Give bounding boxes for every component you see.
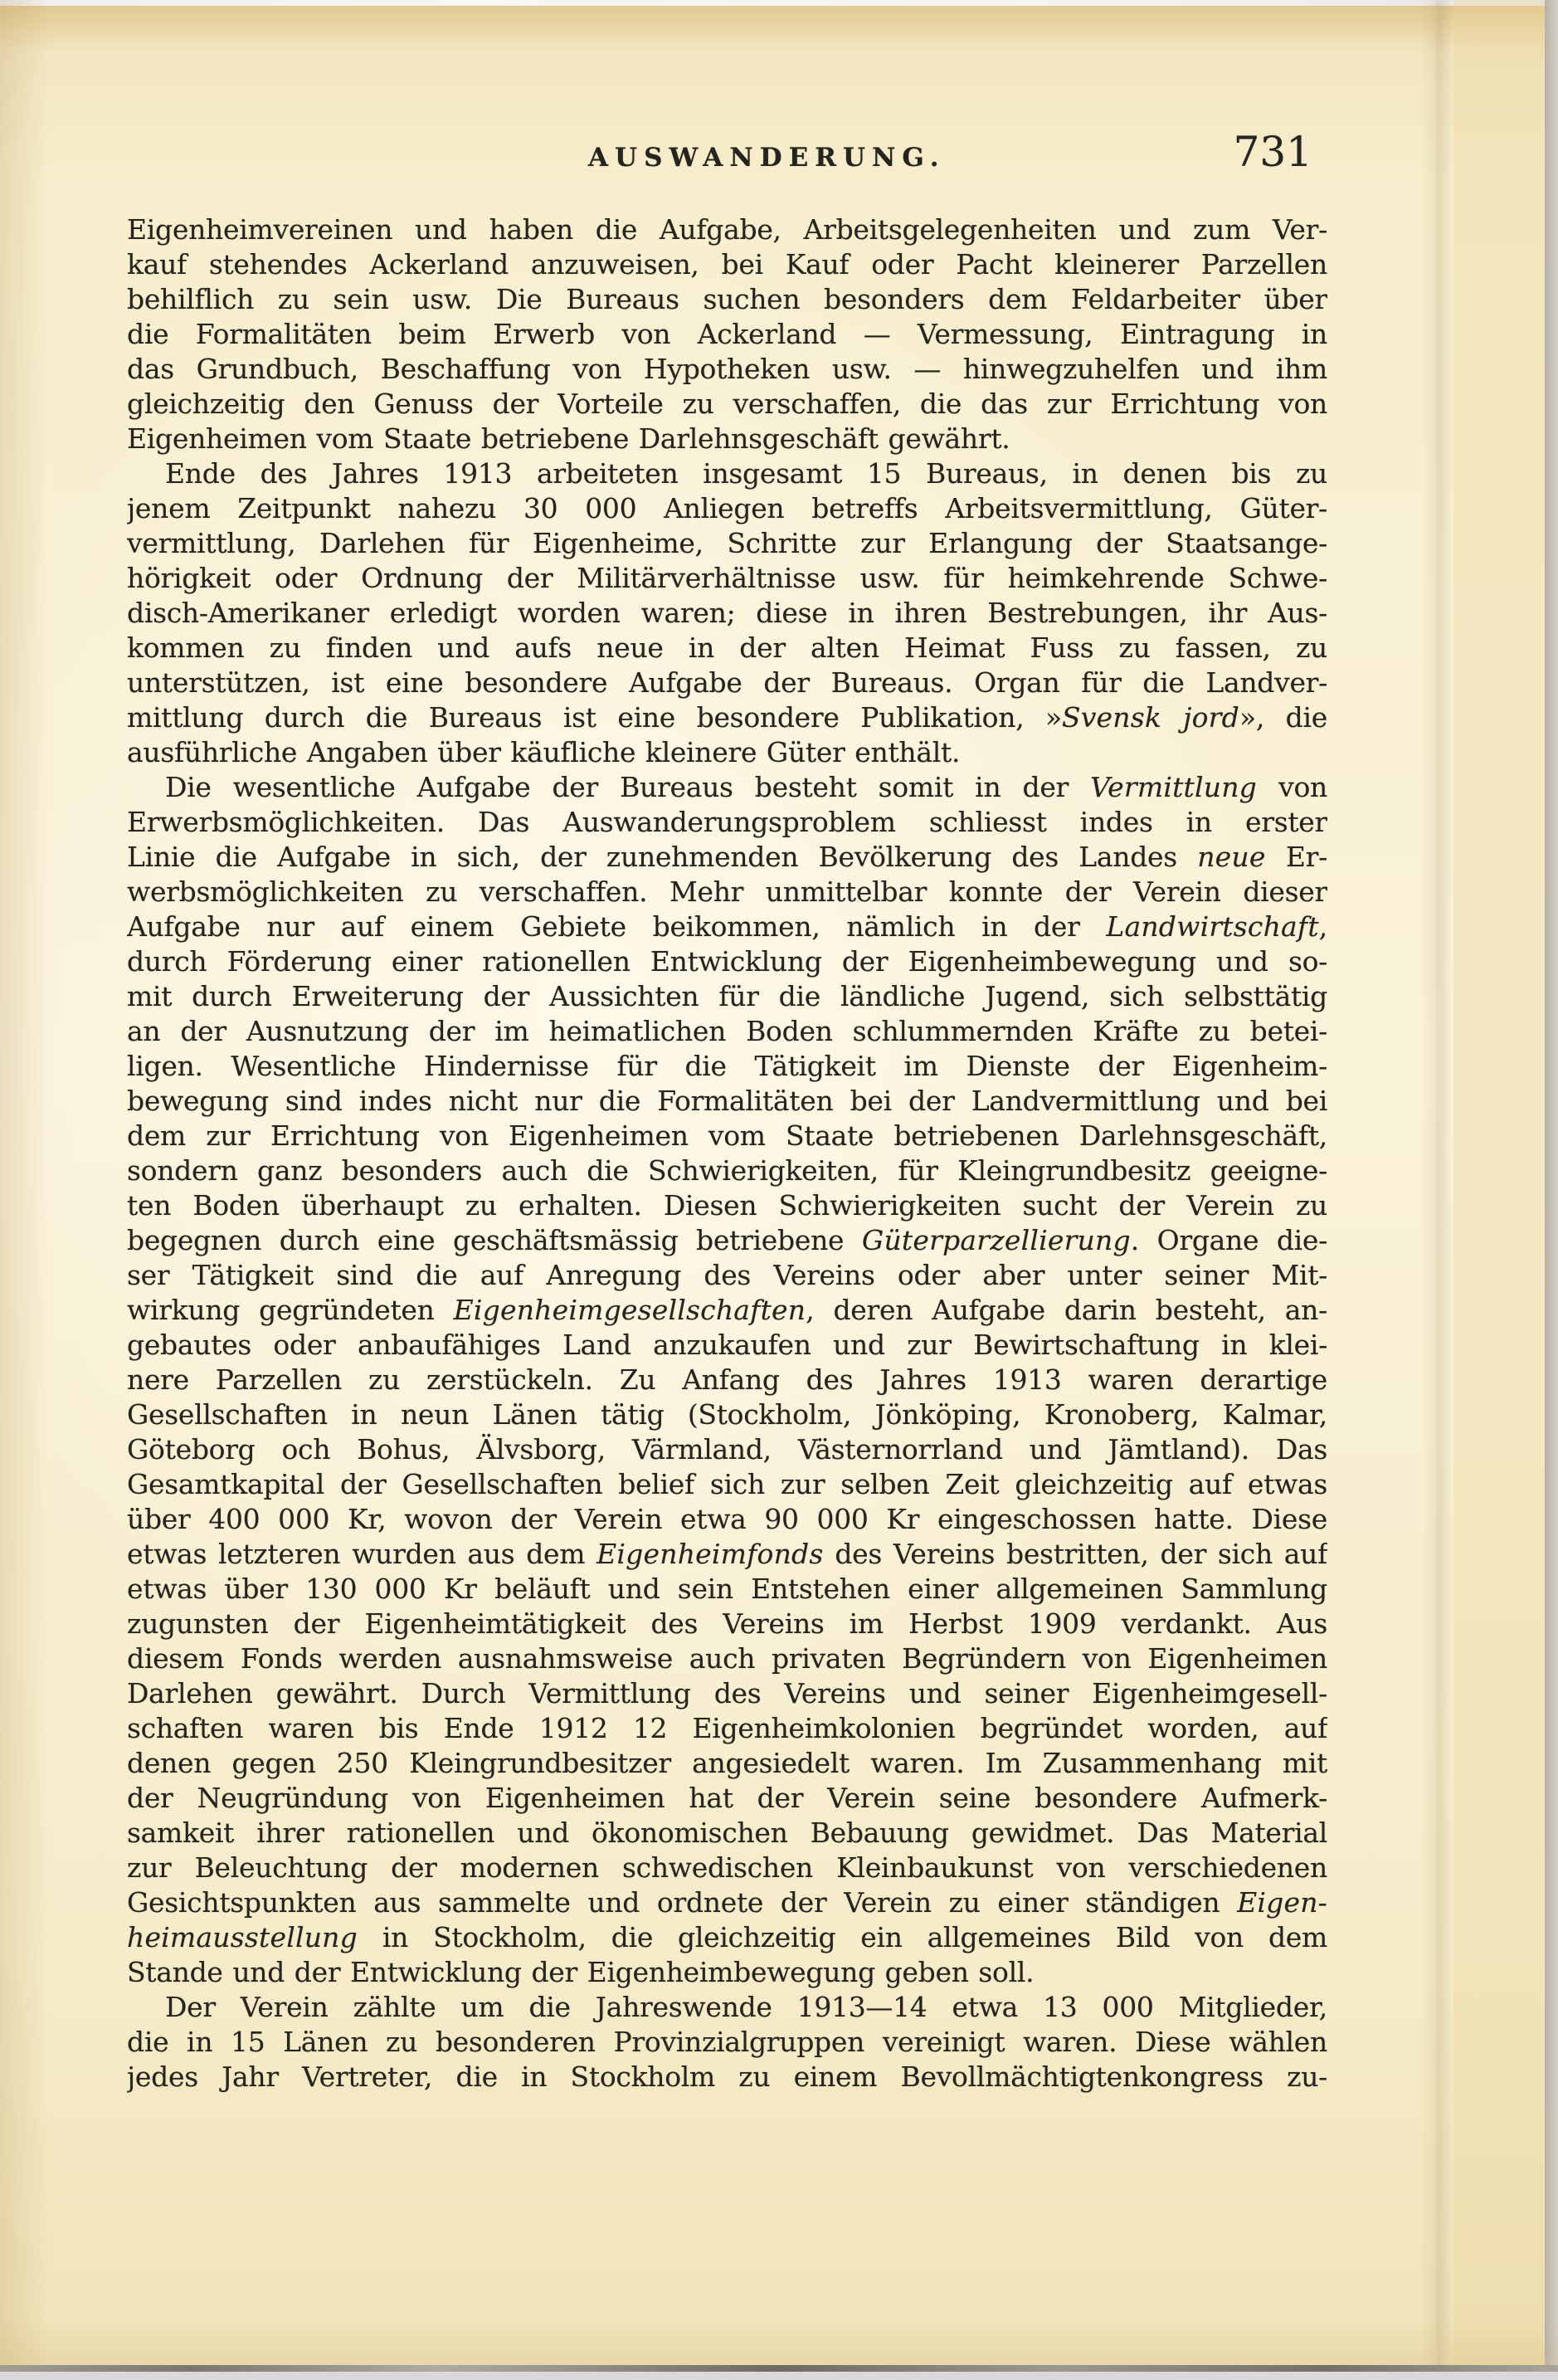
regular-text: durch Förderung einer rationellen Entwicklung der Eigenheimbewegung und so- (127, 945, 1327, 978)
scan-tint-right (1453, 0, 1545, 2380)
italic-text: Landwirtschaft (1106, 910, 1319, 943)
regular-text: behilflich zu sein usw. Die Bureaus suchen besonders dem Feldarbeiter über (127, 283, 1327, 315)
text-line (127, 247, 1327, 282)
text-line (127, 1816, 1327, 1851)
text-line (127, 561, 1327, 596)
regular-text: sondern ganz besonders auch die Schwierigkeiten, für Kleingrundbesitz geeigne- (127, 1154, 1327, 1187)
regular-text: denen gegen 250 Kleingrundbesitzer angesiedelt waren. Im Zusammenhang mit (127, 1747, 1327, 1779)
text-line (127, 1397, 1327, 1432)
regular-text: Gesichtspunkten aus sammelte und ordnete der Verein zu einer ständigen (127, 1886, 1238, 1919)
regular-text: Linie die Aufgabe in sich, der zunehmenden Bevölkerung des Landes (127, 841, 1198, 873)
regular-text: diesem Fonds werden ausnahmsweise auch privaten Begründern von Eigenheimen (127, 1642, 1327, 1675)
regular-text: Erwerbsmöglichkeiten. Das Auswanderungsproblem schliesst indes in erster (127, 806, 1327, 838)
text-line (127, 805, 1327, 840)
regular-text: die Formalitäten beim Erwerb von Ackerland — Vermessung, Eintragung in (127, 318, 1327, 350)
regular-text: ser Tätigkeit sind die auf Anregung des Vereins oder aber unter seiner Mit- (127, 1259, 1327, 1291)
text-line (127, 422, 1327, 456)
italic-text: neue (1197, 841, 1266, 873)
text-line (127, 1641, 1327, 1676)
regular-text: begegnen durch eine geschäftsmässig betriebene (127, 1224, 862, 1256)
regular-text: zur Beleuchtung der modernen schwedischen Kleinbaukunst von verschiedenen (127, 1851, 1327, 1884)
text-line (127, 1920, 1327, 1955)
text-block (127, 212, 1327, 2095)
regular-text: ausführliche Angaben über käufliche kleinere Güter enthält. (127, 736, 961, 768)
regular-text: vermittlung, Darlehen für Eigenheime, Schritte zur Erlangung der Staatsange- (127, 527, 1327, 559)
text-line (127, 979, 1327, 1014)
scan-shadow-left (0, 0, 50, 2380)
regular-text: das Grundbuch, Beschaffung von Hypotheken usw. — hinwegzuhelfen und ihm (127, 353, 1327, 385)
regular-text: Gesellschaften in neun Länen tätig (Stockholm, Jönköping, Kronoberg, Kalmar, (127, 1398, 1327, 1431)
text-line (127, 317, 1327, 352)
page-number: 731 (1233, 128, 1312, 176)
running-title: AUSWANDERUNG. (588, 143, 946, 173)
regular-text: an der Ausnutzung der im heimatlichen Boden schlummernden Kräfte zu betei- (127, 1015, 1327, 1047)
text-line (127, 1084, 1327, 1119)
regular-text: von (1257, 771, 1327, 803)
regular-text: bewegung sind indes nicht nur die Formalitäten bei der Landvermittlung und bei (127, 1085, 1327, 1117)
text-line (127, 1851, 1327, 1885)
regular-text: etwas letzteren wurden aus dem (127, 1538, 597, 1570)
page-crease (1420, 0, 1453, 2380)
text-line (127, 2025, 1327, 2060)
text-line (127, 1955, 1327, 1990)
text-line (127, 1363, 1327, 1397)
text-line (127, 1188, 1327, 1223)
regular-text: Aufgabe nur auf einem Gebiete beikommen, nämlich in der (127, 910, 1107, 943)
text-line (127, 1711, 1327, 1746)
italic-text: Vermittlung (1090, 771, 1258, 803)
text-line (127, 456, 1327, 491)
regular-text: , deren Aufgabe darin besteht, an- (806, 1294, 1327, 1326)
scan-edge-bottom-line (0, 2365, 1558, 2372)
regular-text: mittlung durch die Bureaus ist eine besondere Publikation, » (127, 701, 1062, 734)
text-line (127, 352, 1327, 387)
italic-text: heimausstellung (127, 1921, 358, 1953)
text-line (127, 1119, 1327, 1153)
text-line (127, 1990, 1327, 2025)
regular-text: die in 15 Länen zu besonderen Provinzialgruppen vereinigt waren. Diese wählen (127, 2026, 1327, 2058)
text-line (127, 1293, 1327, 1328)
regular-text: samkeit ihrer rationellen und ökonomischen Bebauung gewidmet. Das Material (127, 1817, 1327, 1849)
italic-text: Güterparzellierung (861, 1224, 1131, 1256)
text-line (127, 1328, 1327, 1363)
text-line (127, 1676, 1327, 1711)
regular-text: dem zur Errichtung von Eigenheimen vom Staate betriebenen Darlehnsgeschäft, (127, 1119, 1327, 1152)
text-line (127, 1467, 1327, 1502)
regular-text: schaften waren bis Ende 1912 12 Eigenheimkolonien begründet worden, auf (127, 1712, 1327, 1744)
regular-text: des Vereins bestritten, der sich auf (823, 1538, 1327, 1570)
text-line (127, 666, 1327, 700)
scan-shadow-bottom (0, 2319, 1558, 2365)
text-line (127, 1014, 1327, 1049)
regular-text: hörigkeit oder Ordnung der Militärverhältnisse usw. für heimkehrende Schwe- (127, 562, 1327, 594)
text-line (127, 282, 1327, 317)
text-line (127, 1258, 1327, 1293)
regular-text: . Organe die- (1130, 1224, 1327, 1256)
text-line (127, 1432, 1327, 1467)
regular-text: Er- (1265, 841, 1327, 873)
regular-text: », die (1239, 701, 1327, 734)
regular-text: nere Parzellen zu zerstückeln. Zu Anfang des Jahres 1913 waren derartige (127, 1363, 1327, 1396)
regular-text: Eigenheimvereinen und haben die Aufgabe, Arbeitsgelegenheiten und zum Ver- (127, 213, 1327, 246)
italic-text: Eigenheimfonds (596, 1538, 824, 1570)
scan-edge-top (0, 0, 1558, 6)
text-line (127, 491, 1327, 526)
regular-text: Gesamtkapital der Gesellschaften belief sich zur selben Zeit gleichzeitig auf etwas (127, 1468, 1327, 1500)
regular-text: über 400 000 Kr, wovon der Verein etwa 90 000 Kr eingeschossen hatte. Diese (127, 1503, 1327, 1535)
text-line (127, 1572, 1327, 1607)
scan-shadow-top-band (0, 6, 1558, 51)
regular-text: jedes Jahr Vertreter, die in Stockholm zu einem Bevollmächtigtenkongress zu- (127, 2061, 1327, 2093)
regular-text: kommen zu finden und aufs neue in der alten Heimat Fuss zu fassen, zu (127, 632, 1327, 664)
text-line (127, 1049, 1327, 1084)
regular-text: ligen. Wesentliche Hindernisse für die Tätigkeit im Dienste der Eigenheim- (127, 1050, 1327, 1082)
regular-text: wirkung gegründeten (127, 1294, 454, 1326)
page-header (127, 128, 1327, 184)
text-line (127, 700, 1327, 735)
regular-text: Ende des Jahres 1913 arbeiteten insgesamt 15 Bureaus, in denen bis zu (165, 457, 1327, 490)
italic-text: Svensk jord (1061, 701, 1239, 734)
text-line (127, 596, 1327, 631)
text-line (127, 387, 1327, 422)
text-line (127, 875, 1327, 910)
regular-text: Der Verein zählte um die Jahreswende 1913—14 etwa 13 000 Mitglieder, (165, 1991, 1327, 2023)
regular-text: ten Boden überhaupt zu erhalten. Diesen Schwierigkeiten sucht der Verein zu (127, 1189, 1327, 1222)
text-line (127, 1607, 1327, 1641)
regular-text: der Neugründung von Eigenheimen hat der Verein seine besondere Aufmerk- (127, 1782, 1327, 1814)
text-line (127, 2060, 1327, 2095)
regular-text: Göteborg och Bohus, Älvsborg, Värmland, Västernorrland und Jämtland). Das (127, 1433, 1327, 1466)
regular-text: in Stockholm, die gleichzeitig ein allgemeines Bild von dem (357, 1921, 1327, 1953)
regular-text: mit durch Erweiterung der Aussichten für die ländliche Jugend, sich selbsttätig (127, 980, 1327, 1012)
regular-text: gebautes oder anbaufähiges Land anzukaufen und zur Bewirtschaftung in klei- (127, 1329, 1327, 1361)
text-line (127, 1153, 1327, 1188)
scan-edge-right (1545, 0, 1558, 2380)
regular-text: Eigenheimen vom Staate betriebene Darlehnsgeschäft gewährt. (127, 422, 1010, 455)
regular-text: etwas über 130 000 Kr beläuft und sein Entstehen einer allgemeinen Sammlung (127, 1573, 1327, 1605)
text-line (127, 1502, 1327, 1537)
italic-text: Eigen- (1237, 1886, 1327, 1919)
text-line (127, 735, 1327, 770)
regular-text: unterstützen, ist eine besondere Aufgabe der Bureaus. Organ für die Landver- (127, 666, 1327, 699)
text-line (127, 1223, 1327, 1258)
text-line (127, 1885, 1327, 1920)
italic-text: Eigenheimgesellschaften (453, 1294, 806, 1326)
regular-text: Stande und der Entwicklung der Eigenheimbewegung geben soll. (127, 1956, 1035, 1988)
regular-text: , (1318, 910, 1327, 943)
regular-text: Darlehen gewährt. Durch Vermittlung des Vereins und seiner Eigenheimgesell- (127, 1677, 1327, 1709)
text-line (127, 1537, 1327, 1572)
text-line (127, 526, 1327, 561)
regular-text: gleichzeitig den Genuss der Vorteile zu verschaffen, die das zur Errichtung von (127, 388, 1327, 420)
regular-text: Die wesentliche Aufgabe der Bureaus besteht somit in der (165, 771, 1091, 803)
regular-text: kauf stehendes Ackerland anzuweisen, bei Kauf oder Pacht kleinerer Parzellen (127, 248, 1327, 280)
regular-text: werbsmöglichkeiten zu verschaffen. Mehr unmittelbar konnte der Verein dieser (127, 875, 1327, 908)
regular-text: zugunsten der Eigenheimtätigkeit des Vereins im Herbst 1909 verdankt. Aus (127, 1607, 1327, 1640)
text-line (127, 840, 1327, 875)
text-line (127, 1781, 1327, 1816)
text-line (127, 631, 1327, 666)
text-line (127, 910, 1327, 944)
regular-text: disch-Amerikaner erledigt worden waren; diese in ihren Bestrebungen, ihr Aus- (127, 597, 1327, 629)
text-line (127, 944, 1327, 979)
text-line (127, 770, 1327, 805)
text-line (127, 1746, 1327, 1781)
regular-text: jenem Zeitpunkt nahezu 30 000 Anliegen betreffs Arbeitsvermittlung, Güter- (127, 492, 1327, 524)
text-line (127, 212, 1327, 247)
scan-edge-bottom-strip (0, 2372, 1558, 2380)
